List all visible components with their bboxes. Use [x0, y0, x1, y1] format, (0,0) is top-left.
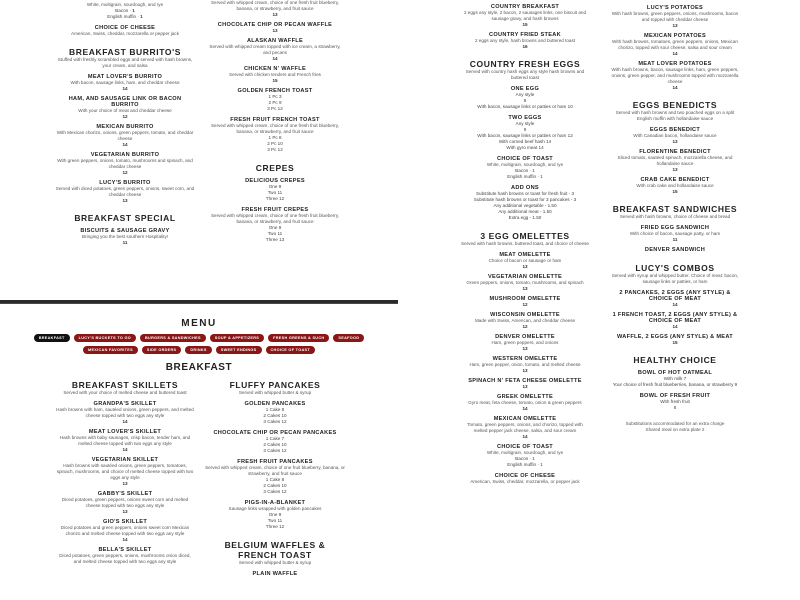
menu-item-desc: Sliced tomato, sautéed spinach, mozzarella cheese, and hollandaise sauce	[617, 155, 733, 166]
menu-item-desc: Served with whipped cream, choice of one fresh fruit blueberry, banana, or strawberry, and fruit sauce	[210, 0, 340, 11]
menu-item	[55, 514, 195, 542]
section-title: 3 EGG OMELETTES	[480, 231, 570, 241]
menu-item-desc: Diced potatoes, green peppers, onions, mushrooms onion diced, and melted cheese topped with two eggs any style	[59, 553, 191, 564]
section-title: BREAKFAST BURRITO'S	[69, 47, 181, 57]
menu-item-name: PIGS-IN-A-BLANKET	[244, 500, 306, 506]
section-title: BREAKFAST SANDWICHES	[612, 204, 738, 214]
price-line: 2 Cakes 10	[263, 413, 287, 418]
menu-item-desc: With your choice of meat and cheddar cheese	[78, 108, 172, 113]
price-list	[205, 94, 345, 112]
menu-item-name: LUCY'S POTATOES	[646, 5, 704, 11]
menu-item-desc: With crab cake and hollandaise sauce	[636, 183, 714, 188]
potato-list	[610, 0, 740, 90]
menu-tabs-row-2	[0, 346, 398, 354]
menu-title: MENU	[181, 318, 217, 329]
menu-item-name: FRESH FRUIT FRENCH TOAST	[230, 117, 320, 123]
menu-item-desc: With green peppers, onions, tomato, mushrooms and spinach, and cheddar cheese	[57, 158, 193, 169]
menu-item-price: 15	[522, 22, 528, 27]
potatoes-column	[610, 0, 740, 433]
section-desc: Served with hash browns and two poached eggs on a split English muffin with hollandaise sauce	[615, 110, 735, 121]
menu-item-name: CHOICE OF TOAST	[497, 156, 553, 162]
menu-item	[460, 307, 590, 329]
menu-item-name: 2 PANCAKES, 2 EGGS (ANY STYLE) & CHOICE OF MEAT	[619, 290, 731, 302]
menu-item-price: 11	[122, 240, 128, 245]
menu-item-name: MEXICAN BURRITO	[96, 124, 154, 130]
price-line: 8	[523, 98, 527, 103]
tab-fresh-greens-such[interactable]: FRESH GREENS & SUCH	[268, 334, 329, 342]
top-left-column	[55, 2, 195, 245]
addon-line: Substitute hash browns or toast for 3 pancakes - 3	[473, 197, 577, 202]
menu-item-name: MEAT OMELETTE	[499, 252, 551, 258]
menu-item	[610, 144, 740, 172]
menu-item-desc: Choice of bacon or sausage or ham	[488, 258, 562, 263]
addon-line: Any additional vegetable - 1.50	[493, 203, 557, 208]
price-line: Two 11	[267, 190, 283, 195]
menu-item-price: 13	[272, 12, 278, 17]
menu-item-name: WISCONSIN OMELETTE	[490, 312, 560, 318]
menu-item-price: 11	[672, 237, 678, 242]
price-line: 2 Pc 9	[268, 100, 282, 105]
menu-item	[460, 247, 590, 269]
menu-item-name: MEXICAN POTATOES	[644, 33, 706, 39]
menu-item-desc: Diced potatoes, green peppers, onions sweet corn and melted cheese topped with two eggs any style	[61, 497, 189, 508]
tab-drinks[interactable]: DRINKS	[185, 346, 211, 354]
menu-item-desc: Sausage links wrapped with golden pancakes	[228, 506, 322, 511]
menu-item-name: DENVER SANDWICH	[644, 247, 706, 253]
price-line: One 9	[268, 225, 282, 230]
menu-item-price: 14	[672, 85, 678, 90]
breakfast-heading	[0, 362, 398, 373]
section-title: HEALTHY CHOICE	[633, 355, 717, 365]
bread-options: White, multigrain, sourdough, and rye	[86, 2, 164, 7]
section-divider-accent	[0, 303, 398, 304]
price-line: 9	[523, 127, 527, 132]
tab-sweet-endings[interactable]: SWEET ENDINGS	[216, 346, 262, 354]
menu-item-name: CHOICE OF CHEESE	[94, 25, 156, 31]
menu-item	[610, 122, 740, 144]
menu-item-name: COUNTRY BREAKFAST	[490, 4, 560, 10]
menu-item-desc: Made with Swiss, American, and cheddar cheese	[474, 318, 576, 323]
addon-line: Extra egg - 1.50	[508, 215, 542, 220]
menu-item	[460, 329, 590, 351]
menu-item-name: FRIED EGG SANDWICH	[640, 225, 710, 231]
section-title: BREAKFAST SKILLETS	[71, 380, 179, 390]
price-list	[205, 477, 345, 495]
tab-choice-of-toast[interactable]: CHOICE OF TOAST	[266, 346, 315, 354]
menu-item-name: GOLDEN PANCAKES	[244, 401, 306, 407]
price-line: 8	[673, 405, 677, 410]
price-line: 1 Pc 3	[268, 94, 282, 99]
section-title: LUCY'S COMBOS	[635, 263, 715, 273]
menu-tabs-row-1	[0, 334, 398, 342]
menu-item-desc: Gyro meat, feta cheese, tomato, onion & green peppers	[468, 400, 582, 405]
price-line: Two 11	[267, 518, 283, 523]
section-title: CREPES	[255, 163, 295, 173]
menu-item-name: 1 FRENCH TOAST, 2 EGGS (ANY STYLE) & CHOICE OF MEAT	[612, 312, 738, 324]
menu-item-name: MEAT LOVER'S SKILLET	[88, 429, 162, 435]
menu-item	[55, 424, 195, 452]
price-line: 3 Cakes 12	[263, 419, 287, 424]
menu-item-desc: Served with whipped cream topped with ice cream, a strawberry, and pecans	[209, 44, 341, 55]
menu-item-desc: Hash browns with sautéed onions, green peppers, tomatoes, spinach, mushrooms, and choice of melted cheese topped with two eggs any style	[56, 463, 194, 480]
menu-item-name: LUCY'S BURRITO	[99, 180, 151, 186]
menu-item-price: 13	[122, 198, 128, 203]
menu-item-desc: Diced potatoes and green peppers, onions sweet corn Mexican chorizo and melted cheese topped with two eggs any style	[60, 525, 190, 536]
menu-item-desc: Ham, green peppers, and onions	[491, 340, 559, 345]
menu-item-price: 13	[122, 481, 128, 486]
menu-item-desc: With hash browns, bacon, sausage links, ham, green peppers, onions, green pepper, and mushrooms topped with mozzarella cheese	[611, 67, 739, 84]
menu-item-desc: 2 eggs any style, 2 bacon, 2 sausages links, one biscuit and sausage gravy, and hash browns	[463, 10, 587, 21]
menu-item	[460, 373, 590, 389]
price-line: 1 Cake 8	[265, 477, 285, 482]
menu-item-price: 15	[672, 340, 678, 345]
price-list	[205, 436, 345, 454]
section-title: FLUFFY PANCAKES	[229, 380, 321, 390]
price-line: Three 12	[265, 524, 285, 529]
menu-item-price: 12	[122, 170, 128, 175]
menu-item-name: FRESH FRUIT CREPES	[241, 207, 309, 213]
skillet-list	[55, 396, 195, 565]
menu-item	[55, 542, 195, 565]
menu-item	[55, 147, 195, 175]
price-line: Any style	[515, 92, 535, 97]
menu-item-name: CRAB CAKE BENEDICT	[640, 177, 710, 183]
menu-item-desc: American, Swiss, cheddar, mozzarella or pepper jack	[71, 31, 179, 36]
benedict-list	[610, 122, 740, 194]
footer-note: Substitutions accommodated for an extra charge	[625, 421, 725, 426]
price-line: Any style	[515, 121, 535, 126]
menu-item-desc: With hash browns, green peppers, onions, mushrooms, bacon and topped with cheddar cheese	[611, 11, 739, 22]
menu-item-name: TWO EGGS	[508, 115, 542, 121]
menu-item	[460, 411, 590, 439]
price-line: English muffin · 1	[507, 174, 543, 179]
tab-mexican-favorites[interactable]: MEXICAN FAVORITES	[83, 346, 138, 354]
menu-item-name: DELICIOUS CREPES	[245, 178, 305, 184]
price-line: 3 Pc 12	[267, 147, 283, 152]
price-line: English muffin · 1	[507, 462, 543, 467]
menu-item-name: MEAT LOVER POTATOES	[638, 61, 712, 67]
menu-item-price: 13	[672, 23, 678, 28]
top-mid-column	[205, 0, 345, 243]
menu-item-price: 14	[272, 56, 278, 61]
menu-item-price: 14	[122, 86, 128, 91]
tab-burgers-sandwiches[interactable]: BURGERS & SANDWICHES	[140, 334, 206, 342]
section-title: COUNTRY FRESH EGGS	[469, 59, 581, 69]
menu-item-name: GOLDEN FRENCH TOAST	[237, 88, 313, 94]
menu-item-price: 12	[122, 114, 128, 119]
menu-item	[55, 452, 195, 486]
combo-list	[610, 285, 740, 345]
menu-item	[610, 307, 740, 329]
menu-item-name: MEXICAN OMELETTE	[493, 416, 557, 422]
menu-item-name: VEGETARIAN OMELETTE	[488, 274, 562, 280]
menu-item-name: MUSHROOM OMELETTE	[489, 296, 561, 302]
section-desc: Served with whipped butter & syrup	[238, 390, 312, 395]
menu-item-name: EGGS BENEDICT	[649, 127, 701, 133]
menu-item-name: BOWL OF HOT OATMEAL	[637, 370, 713, 376]
skillets-column	[55, 380, 195, 565]
section-desc: Served with country hash eggs any style hash browns and buttered toast	[465, 69, 585, 80]
menu-item-price: 14	[122, 419, 128, 424]
price-line: Bacon · 1	[115, 8, 135, 13]
menu-item-name: MEAT LOVER'S BURRITO	[87, 74, 163, 80]
menu-item-price: 13	[522, 368, 528, 373]
menu-item-price: 13	[522, 264, 528, 269]
price-line: 3 Pc 12	[267, 106, 283, 111]
menu-item-name: CHOCOLATE CHIP OR PECAN WAFFLE	[217, 22, 333, 28]
price-line: With bacon, sausage links or patties or ham 10	[477, 104, 573, 109]
menu-item-price: 16	[522, 44, 528, 49]
menu-item-price: 14	[672, 51, 678, 56]
menu-item-name: HAM, AND SAUSAGE LINK OR BACON BURRITO	[68, 96, 182, 108]
menu-item-desc: With Mexican chorizo, onions, green peppers, tomato, and cheddar cheese	[56, 130, 194, 141]
menu-item-desc: Served with diced potatoes, green peppers, onions, sweet corn, and cheddar cheese	[55, 186, 195, 197]
section-desc: Served with syrup and whipped butter. Choice of meat: bacon, sausage links or patties, or ham	[611, 273, 739, 284]
menu-item-price: 13	[272, 28, 278, 33]
menu-item-name: WESTERN OMELETTE	[492, 356, 558, 362]
menu-item-desc: With hash browns, tomatoes, green peppers, onions, Mexican chorizo, topped with sour cheese, salsa and sour cream	[612, 39, 738, 50]
menu-item	[55, 119, 195, 147]
menu-item-name: VEGETARIAN SKILLET	[91, 457, 159, 463]
menu-item-name: GIO'S SKILLET	[102, 519, 148, 525]
price-line: 2 Cakes 10	[263, 483, 287, 488]
menu-item-name: COUNTRY FRIED STEAK	[489, 32, 561, 38]
menu-item	[460, 291, 590, 307]
menu-item-desc: Served with chicken tenders and French fries	[229, 72, 321, 77]
menu-item-desc: Hash browns with baby sausages, crisp bacon, tender ham, and melted cheese topped with two eggs any style	[59, 435, 191, 446]
menu-item-desc: Hash browns with ham, sautéed onions, green peppers, and melted cheese topped with two eggs any style	[56, 407, 194, 418]
menu-item-name: WAFFLE, 2 EGGS (ANY STYLE) & MEAT	[617, 334, 733, 340]
price-line: 2 Pc 10	[267, 141, 283, 146]
menu-item-name: GREEK OMELETTE	[496, 394, 554, 400]
price-list	[205, 184, 345, 202]
menu-item-name: GABBY'S SKILLET	[97, 491, 153, 497]
menu-item-desc: Served with whipped cream, choice of one fresh fruit blueberry, banana, or strawberry, and fruit sauce	[210, 123, 340, 134]
menu-item-price: 12	[522, 302, 528, 307]
price-line: 3 Cakes 12	[263, 489, 287, 494]
menu-item-price: 14	[122, 537, 128, 542]
price-line: One 9	[268, 184, 282, 189]
pancakes-column	[205, 380, 345, 577]
menu-item-desc: American, Swiss, cheddar, mozzarella, or pepper jack	[470, 479, 580, 484]
menu-item-price: 15	[272, 78, 278, 83]
menu-item-name: ALASKAN WAFFLE	[246, 38, 304, 44]
menu-item-name: VEGETARIAN BURRITO	[90, 152, 160, 158]
addon-line: Any additional meat - 1.50	[498, 209, 552, 214]
menu-item-name: ONE EGG	[510, 86, 540, 92]
menu-item-name: CHOICE OF TOAST	[497, 444, 553, 450]
menu-item	[610, 172, 740, 194]
menu-item	[610, 0, 740, 28]
price-line: Bacon · 1	[515, 456, 535, 461]
menu-item-price: 13	[522, 286, 528, 291]
menu-item-name: BOWL OF FRESH FRUIT	[639, 393, 711, 399]
section-desc: Stuffed with freshly scrambled eggs and served with hash browns, your cream, and salsa	[57, 57, 193, 68]
menu-item	[610, 329, 740, 345]
menu-item	[55, 486, 195, 514]
menu-item-name: GRANDPA'S SKILLET	[93, 401, 157, 407]
menu-item-name: PLAIN WAFFLE	[252, 571, 298, 577]
price-line: Three 13	[265, 237, 285, 242]
menu-item-name: SPINACH N' FETA CHEESE OMELETTE	[468, 378, 582, 384]
price-line: With bacon, sausage links or patties or ham 12	[477, 133, 573, 138]
burrito-list	[55, 69, 195, 203]
menu-item-desc: White, multigrain, sourdough, and rye	[486, 162, 564, 167]
price-list	[205, 512, 345, 530]
menu-item-name: DENVER OMELETTE	[495, 334, 555, 340]
tab-breakfast[interactable]: BREAKFAST	[34, 334, 70, 342]
price-list	[205, 225, 345, 243]
menu-item-desc: With choice of bacon, sausage patty, or ham	[629, 231, 721, 236]
menu-item-desc: Served with whipped cream, choice of one fruit blueberry, banana, or strawberry, and fruit sauce	[205, 465, 345, 476]
menu-item-name: CHOCOLATE CHIP OR PECAN PANCAKES	[213, 430, 337, 436]
footer-note: Shared meal on extra plate 2	[645, 427, 705, 432]
price-line: One 9	[268, 512, 282, 517]
menu-item	[55, 91, 195, 119]
tab-lucy-s-buckets-to-go[interactable]: LUCY'S BUCKETS TO GO	[74, 334, 136, 342]
menu-item-price: 13	[672, 167, 678, 172]
tab-soup-appetizers[interactable]: SOUP & APPETIZERS	[210, 334, 264, 342]
menu-item	[610, 28, 740, 56]
menu-item	[55, 69, 195, 91]
menu-item-price: 12	[522, 324, 528, 329]
menu-item-price: 14	[672, 302, 678, 307]
price-line: 3 Cakes 12	[263, 448, 287, 453]
menu-item	[610, 285, 740, 307]
menu-item-desc: Ham, green pepper, onion, tomato, and melted cheese	[469, 362, 581, 367]
section-title: BREAKFAST	[165, 362, 233, 373]
price-line: Bacon · 1	[515, 168, 535, 173]
menu-item-name: CHOICE OF CHEESE	[494, 473, 556, 479]
menu-item-price: 14	[522, 434, 528, 439]
menu-item-desc: White, multigrain, sourdough, and rye	[486, 450, 564, 455]
menu-item	[55, 175, 195, 203]
menu-item-price: 14	[122, 447, 128, 452]
menu-item	[55, 396, 195, 424]
section-title: EGGS BENEDICTS	[632, 100, 718, 110]
price-line: With milk 7	[663, 376, 687, 381]
price-line: Your choice of fresh fruit blueberries, banana, or strawberry 9	[612, 382, 738, 387]
section-desc: Served with whipped butter & syrup	[238, 560, 312, 565]
menu-item-desc: Tomato, green peppers, onions, and chorizo, topped with melted pepper jack cheese, salsa, and sour cream	[467, 422, 583, 433]
menu-item-name: CHICKEN N' WAFFLE	[243, 66, 307, 72]
price-line: With fresh fruit	[660, 399, 690, 404]
menu-item-price: 13	[672, 139, 678, 144]
omelette-list	[460, 247, 590, 439]
section-title: BREAKFAST SPECIAL	[74, 213, 176, 223]
price-line: With gyro meat 14	[506, 145, 544, 150]
price-line: 2 Cakes 10	[263, 442, 287, 447]
price-list	[205, 407, 345, 425]
menu-item-desc: 2 eggs any style, hash browns and buttered toast	[474, 38, 576, 43]
price-line: 1 Pc 8	[268, 135, 282, 140]
menu-item-desc: Served with whipped cream, choice of one fresh fruit blueberry, banana, or strawberry, and fruit sauce	[210, 213, 340, 224]
menu-item-desc: With bacon, sausage links, ham, and cheddar cheese	[70, 80, 180, 85]
menu-item-name: ADD ONS	[511, 185, 539, 191]
menu-item	[460, 269, 590, 291]
price-line: Three 12	[265, 196, 285, 201]
menu-item-name: BISCUITS & SAUSAGE GRAVY	[80, 228, 170, 234]
price-line: 1 Cake 8	[265, 407, 285, 412]
section-desc: Served with your choice of melted cheese and buttered toast	[63, 390, 187, 395]
menu-item-price: 14	[672, 324, 678, 329]
menu-item-price: 13	[122, 509, 128, 514]
price-line: 1 Cake 7	[265, 436, 285, 441]
tab-side-orders[interactable]: SIDE ORDERS	[142, 346, 181, 354]
menu-item-desc: With Canadian bacon, hollandaise sauce	[633, 133, 717, 138]
section-desc: Served with hash browns, choice of cheese and bread	[619, 214, 731, 219]
menu-item-price: 14	[122, 142, 128, 147]
menu-item-desc: Green peppers, onions, tomato, mushrooms, and spinach	[466, 280, 584, 285]
price-line: With corned beef hash 14	[498, 139, 552, 144]
menu-item-name: FRESH FRUIT PANCAKES	[237, 459, 313, 465]
menu-item-price: 15	[672, 189, 678, 194]
menu-item-desc: Bringing you the best southern Hospitality!	[81, 234, 169, 239]
menu-item-price: 14	[522, 406, 528, 411]
tab-seafood[interactable]: SEAFOOD	[333, 334, 364, 342]
menu-item	[610, 56, 740, 90]
menu-item	[460, 389, 590, 411]
price-line: Two 11	[267, 231, 283, 236]
price-line: English muffin · 1	[107, 14, 143, 19]
section-desc: Served with hash browns, buttered toast, and choice of cheese	[461, 241, 589, 246]
menu-item-name: FLORENTINE BENEDICT	[639, 149, 711, 155]
section-title: BELGIUM WAFFLES & FRENCH TOAST	[224, 540, 326, 560]
addon-line: Substitute hash browns or toast for fresh fruit - 3	[475, 191, 575, 196]
menu-item	[460, 351, 590, 373]
menu-item-name: BELLA'S SKILLET	[98, 547, 152, 553]
menu-item-price: 13	[522, 384, 528, 389]
price-list	[205, 135, 345, 153]
eggs-column	[460, 4, 590, 485]
menu-item-price: 13	[522, 346, 528, 351]
